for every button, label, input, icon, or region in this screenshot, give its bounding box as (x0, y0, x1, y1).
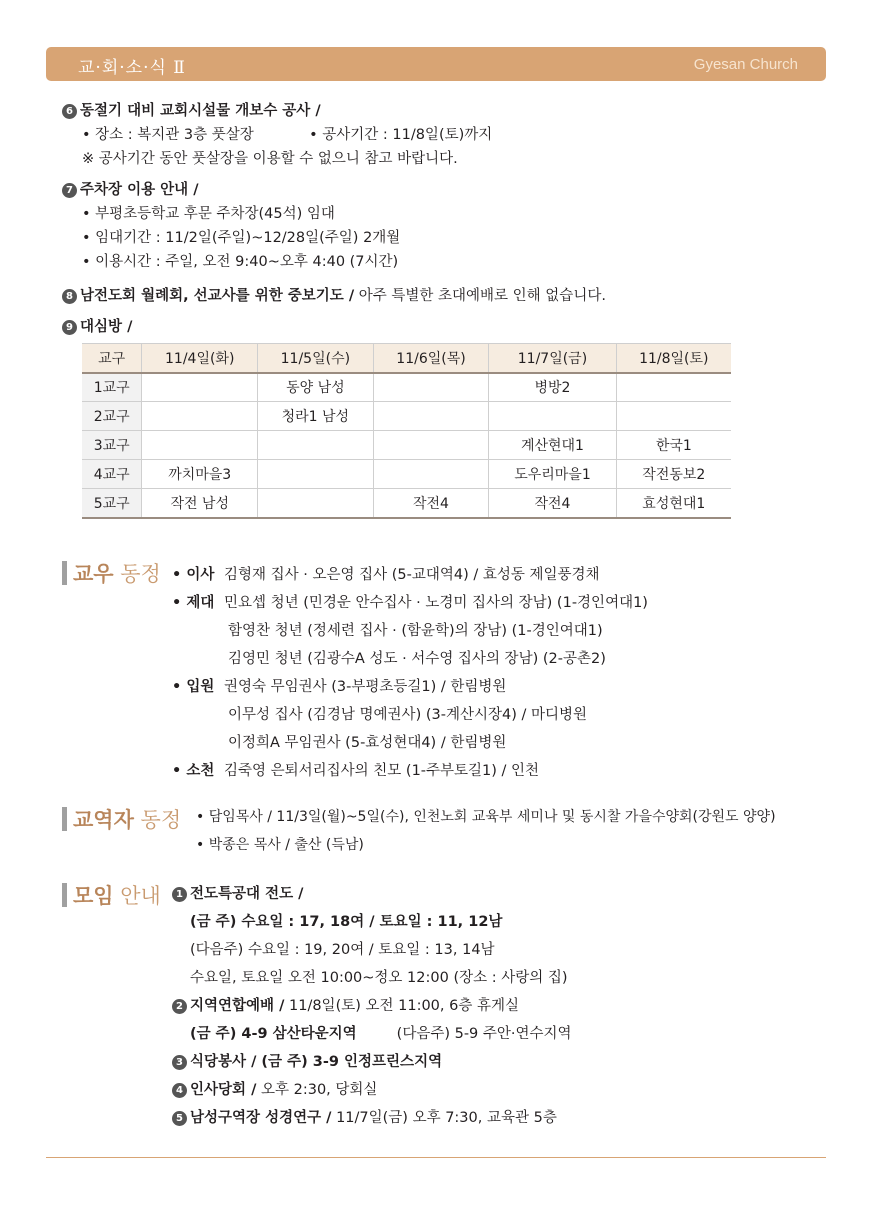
table-cell: 병방2 (489, 373, 616, 402)
table-cell (258, 431, 374, 460)
column-header: 11/6일(목) (373, 344, 489, 373)
table-cell: 계산현대1 (489, 431, 616, 460)
table-cell: 1교구 (82, 373, 142, 402)
table-cell: 동양 남성 (258, 373, 374, 402)
number-badge: 7 (62, 183, 77, 198)
column-header: 11/8일(토) (616, 344, 731, 373)
table-cell: 도우리마을1 (489, 460, 616, 489)
notice-line: • 부평초등학교 후문 주차장(45석) 임대 (82, 206, 335, 222)
table-cell: 4교구 (82, 460, 142, 489)
number-badge: 9 (62, 320, 77, 335)
notice-parking (62, 178, 400, 274)
table-cell: 2교구 (82, 402, 142, 431)
visitation-table (82, 343, 731, 519)
table-row (82, 431, 731, 460)
staff-news-list: • 담임목사 / 11/3일(월)~5일(수), 인천노회 교육부 세미나 및 동시찰 가을수양회(강원도 양양) • 박종은 목사 / 출산 (득남) (196, 809, 776, 853)
number-badge: 6 (62, 104, 77, 119)
meeting-heading: 모임 안내 (62, 883, 161, 909)
heading-bar (62, 883, 67, 907)
column-header: 11/5일(수) (258, 344, 374, 373)
table-cell (142, 431, 258, 460)
table-cell: 효성현대1 (616, 489, 731, 518)
column-header: 11/7일(금) (489, 344, 616, 373)
notice-title: 남전도회 월례회, 선교사를 위한 중보기도 / (80, 288, 355, 304)
heading-bar (62, 561, 67, 585)
heading-bar (62, 807, 67, 831)
table-cell: 작전동보2 (616, 460, 731, 489)
table-cell (373, 373, 489, 402)
notice-line: • 이용시간 : 주일, 오전 9:40~오후 4:40 (7시간) (82, 254, 399, 270)
column-header: 11/4일(화) (142, 344, 258, 373)
table-row (82, 489, 731, 518)
section-header-bar (46, 47, 826, 81)
notice-line: • 장소 : 복지관 3층 풋살장 • 공사기간 : 11/8일(토)까지 (82, 127, 493, 143)
table-cell (616, 373, 731, 402)
meeting-list: 1 전도특공대 전도 / (금 주) 수요일 : 17, 18여 / 토요일 : 11, 12남 (다음주) 수요일 : 19, 20여 / 토요일 : 13, 14남 수요일, 토요일 오전 10:00~정오 12:00 (장소 : 사랑의 집) 2 지역연합예배 / 11/8일(토) 오전 11:00, 6층 휴게실 (금 주) 4-9 삼산타운지역 (다음주) 5-9 주안·연수지역 3 식당봉사 / (금 주) 3-9 인정프린스지역 4 인사당회 / 오후 2:30, 당회실 5 남성구역장 성경연구 / 11/7일(금) 오후 7:30, 교육관 5층 (172, 880, 572, 1132)
table-cell (142, 402, 258, 431)
notice-line: ※ 공사기간 동안 풋살장을 이용할 수 없으니 참고 바랍니다. (82, 151, 458, 167)
section-title: 교·회·소·식 Ⅱ (78, 58, 186, 78)
table-cell (373, 431, 489, 460)
table-cell: 작전 남성 (142, 489, 258, 518)
table-cell (373, 460, 489, 489)
table-row (82, 402, 731, 431)
notice-title: 주차장 이용 안내 / (80, 182, 199, 198)
table-cell: 작전4 (489, 489, 616, 518)
table-cell: 작전4 (373, 489, 489, 518)
notice-renovation (62, 99, 492, 171)
notice-visitation (62, 315, 132, 339)
table-cell: 한국1 (616, 431, 731, 460)
table-cell: 까치마을3 (142, 460, 258, 489)
notice-title: 동절기 대비 교회시설물 개보수 공사 / (80, 103, 321, 119)
notice-line: • 임대기간 : 11/2일(주일)~12/28일(주일) 2개월 (82, 230, 401, 246)
table-cell: 5교구 (82, 489, 142, 518)
table-cell (142, 373, 258, 402)
footer-divider (46, 1157, 826, 1158)
table-cell (258, 489, 374, 518)
member-news-heading: 교우 동정 (62, 561, 161, 587)
table-header-row (82, 344, 731, 373)
table-cell (258, 460, 374, 489)
table-row (82, 373, 731, 402)
table-cell (489, 402, 616, 431)
table-row (82, 460, 731, 489)
notice-text: 아주 특별한 초대예배로 인해 없습니다. (354, 288, 606, 304)
staff-news-heading: 교역자 동정 (62, 807, 181, 833)
table-cell: 청라1 남성 (258, 402, 374, 431)
notice-mens-meeting (62, 284, 606, 308)
table-cell: 3교구 (82, 431, 142, 460)
notice-title: 대심방 / (80, 319, 133, 335)
church-name: Gyesan Church (693, 56, 798, 73)
table-cell (616, 402, 731, 431)
number-badge: 8 (62, 289, 77, 304)
table-cell (373, 402, 489, 431)
column-header: 교구 (82, 344, 142, 373)
member-news-list: • 이사 김형재 집사 · 오은영 집사 (5-교대역4) / 효성동 제일풍경채 • 제대 민요셉 청년 (민경운 안수집사 · 노경미 집사의 장남) (1-경인여대1) 함영찬 청년 (정세련 집사 · (함윤학)의 장남) (1-경인여대1) 김영민 청년 (김광수A 성도 · 서수영 집사의 장남) (2-공촌2) • 입원 권영숙 무임권사 (3-부평초등길1) / 한림병원 이무성 집사 (김경남 명예권사) (3-계산시장4) / 마디병원 이정희A 무임권사 (5-효성현대4) / 한림병원 • 소천 김죽영 은퇴서리집사의 친모 (1-주부토길1) / 인천 (172, 567, 648, 779)
